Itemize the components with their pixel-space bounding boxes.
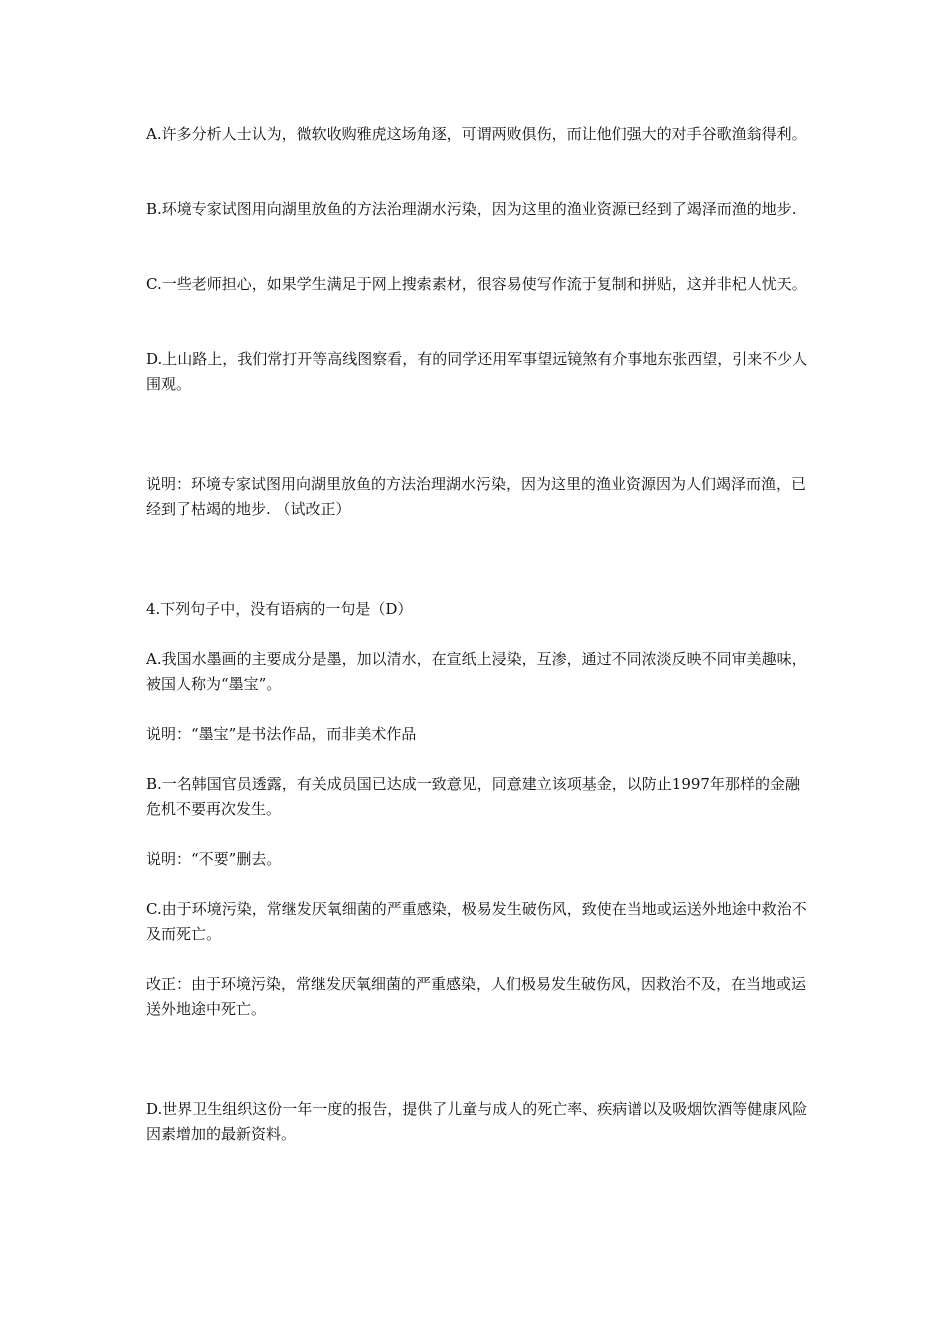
paragraph-q4-correction-c: 改正：由于环境污染，常继发厌氧细菌的严重感染，人们极易发生破伤风，因救治不及，在当地或运送外地途中死亡。 [146, 975, 807, 1018]
paragraph-option-c: C.一些老师担心，如果学生满足于网上搜索素材，很容易使写作流于复制和拼贴，这并非杞人忧天。 [146, 275, 807, 293]
paragraph-explanation: 说明：环境专家试图用向湖里放鱼的方法治理湖水污染，因为这里的渔业资源因为人们竭泽而渔，已经到了枯竭的地步. （试改正） [146, 475, 807, 518]
paragraph-option-d: D.上山路上，我们常打开等高线图察看，有的同学还用军事望远镜煞有介事地东张西望，引来不少人围观。 [146, 350, 808, 393]
paragraph-option-a: A.许多分析人士认为，微软收购雅虎这场角逐，可谓两败俱伤，而让他们强大的对手谷歌渔翁得利。 [146, 125, 807, 143]
paragraph-q4-option-a: A.我国水墨画的主要成分是墨，加以清水，在宣纸上浸染，互渗，通过不同浓淡反映不同审美趣味，被国人称为“墨宝”。 [146, 650, 807, 693]
paragraph-q4-note-a: 说明：“墨宝”是书法作品，而非美术作品 [146, 725, 417, 743]
paragraph-q4-note-b: 说明：“不要”删去。 [146, 850, 282, 868]
paragraph-option-b: B.环境专家试图用向湖里放鱼的方法治理湖水污染，因为这里的渔业资源已经到了竭泽而渔的地步. [146, 200, 797, 218]
paragraph-q4-option-d: D.世界卫生组织这份一年一度的报告，提供了儿童与成人的死亡率、疾病谱以及吸烟饮酒等健康风险因素增加的最新资料。 [146, 1100, 808, 1143]
paragraph-q4-option-c: C.由于环境污染，常继发厌氧细菌的严重感染，极易发生破伤风，致使在当地或运送外地途中救治不及而死亡。 [146, 900, 807, 943]
question-4-heading: 4.下列句子中，没有语病的一句是（D） [146, 600, 413, 618]
paragraph-q4-option-b: B.一名韩国官员透露，有关成员国已达成一致意见，同意建立该项基金，以防止1997年那样的金融危机不要再次发生。 [146, 775, 800, 818]
